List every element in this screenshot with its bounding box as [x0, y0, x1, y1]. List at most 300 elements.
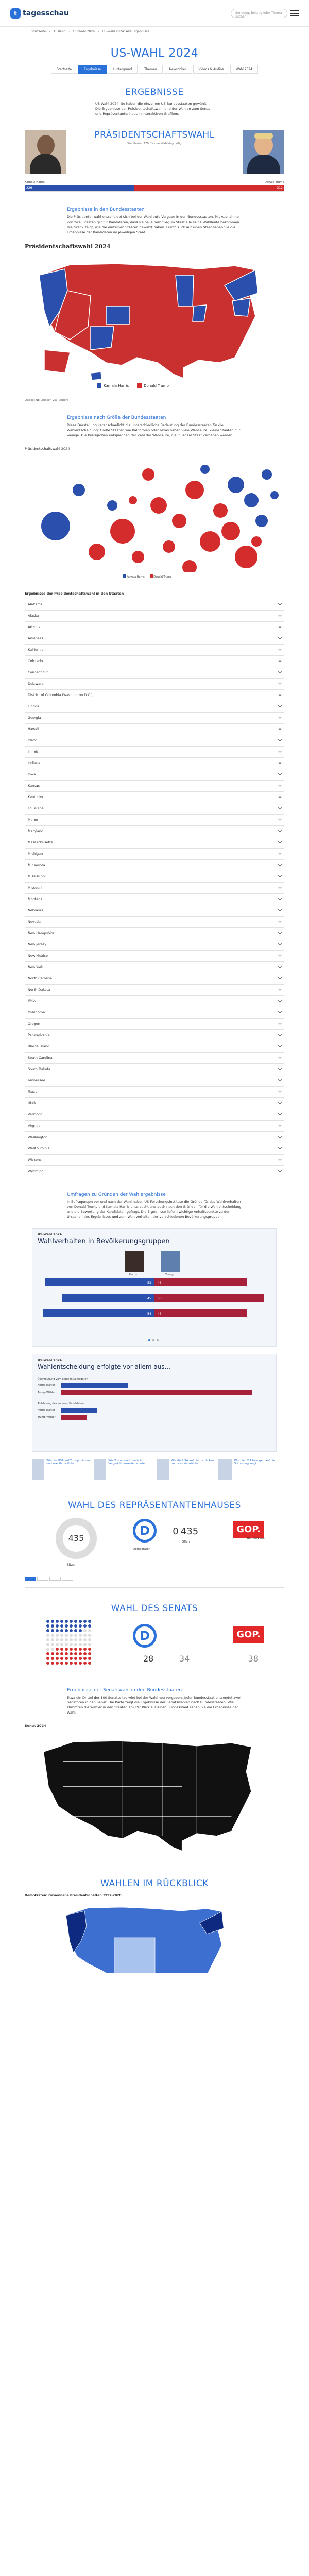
breadcrumb-item[interactable]: Ausland — [53, 30, 66, 33]
senate-seat — [60, 1629, 63, 1632]
state-row[interactable] — [25, 1063, 284, 1075]
state-bubble[interactable] — [213, 503, 228, 518]
poll-bars — [38, 1278, 272, 1330]
chevron-down-icon — [278, 806, 282, 809]
senate-seat — [56, 1643, 59, 1646]
state-name: Minnesota — [28, 863, 45, 867]
state-name: Hawaii — [28, 727, 39, 731]
president-subtitle: Wahlleute: 270 für den Wahlsieg nötig — [127, 142, 182, 146]
trump-label: Donald Trump — [264, 181, 284, 184]
senate-seat — [60, 1638, 63, 1641]
senate-seat — [46, 1638, 49, 1641]
state-row[interactable] — [25, 701, 284, 712]
state-bubble[interactable] — [107, 500, 117, 511]
senate-seat — [83, 1657, 87, 1660]
state-name: Kentucky — [28, 795, 43, 799]
state-row[interactable] — [25, 1007, 284, 1018]
site-logo[interactable] — [10, 8, 69, 19]
state-bubble[interactable] — [150, 497, 167, 514]
senate-seat — [70, 1638, 73, 1641]
nav-tab[interactable]: Newsticker — [164, 65, 192, 74]
state-name: Texas — [28, 1090, 37, 1094]
chevron-down-icon — [278, 987, 282, 991]
teaser-card[interactable]: Wie Trump und Harris im Vergleich bewertet wurden — [94, 1459, 152, 1480]
us-map-svg[interactable] — [29, 255, 271, 383]
state-row[interactable] — [25, 984, 284, 995]
teaser-row — [32, 1459, 277, 1480]
state-row[interactable] — [25, 848, 284, 859]
state-bubble[interactable] — [132, 551, 144, 563]
senate-seat — [79, 1629, 82, 1632]
search-input[interactable]: Sendung, Beitrag oder Thema suchen — [231, 9, 287, 18]
state-row[interactable] — [25, 1109, 284, 1120]
chevron-down-icon — [278, 704, 282, 707]
state-name: Maryland — [28, 829, 44, 833]
senate-text: Etwa ein Drittel der 100 Senatssitze wird bei der Wahl neu vergeben. Jeder Bundesstaat entsendet zwei Senatoren in den Senat. Die Karte zeigt die Ergebnisse der Senatswahlen nach Bundesstaaten. Wie stimmten die Wähler in den Staaten ab? Per Klick auf einen Bundesstaat sehen Sie die Ergebnisse der Wahl. — [67, 1695, 242, 1715]
state-row[interactable] — [25, 1029, 284, 1041]
nav-tab[interactable]: Startseite — [51, 65, 77, 74]
chevron-down-icon — [278, 613, 282, 617]
poll-card-groups — [32, 1228, 277, 1347]
review-heading: WAHLEN IM RÜCKBLICK — [100, 1878, 209, 1889]
chevron-down-icon — [278, 930, 282, 934]
state-name: Montana — [28, 897, 43, 901]
site-header — [0, 0, 309, 27]
states-results-link[interactable]: Ergebnisse in den Bundesstaaten — [67, 207, 145, 213]
state-name: Connecticut — [28, 670, 48, 674]
reason-bar — [61, 1408, 97, 1413]
state-bubble[interactable] — [235, 546, 258, 568]
map-source: Quelle: NEP/Edison via Reuters — [25, 399, 68, 402]
senate-seat — [51, 1620, 54, 1623]
reason-bar — [61, 1383, 128, 1388]
chevron-down-icon — [278, 1146, 282, 1149]
state-name: Iowa — [28, 772, 36, 776]
senate-seat — [88, 1648, 91, 1651]
state-bubble[interactable] — [200, 531, 220, 552]
state-name: South Carolina — [28, 1056, 53, 1060]
senate-seat — [88, 1657, 91, 1660]
state-row[interactable] — [25, 916, 284, 927]
reason-bar — [61, 1415, 87, 1420]
senate-seat — [88, 1638, 91, 1641]
state-name: New Hampshire — [28, 931, 55, 935]
house-open-count: 435 — [180, 1526, 199, 1537]
state-row[interactable] — [25, 950, 284, 961]
state-name: Oregon — [28, 1022, 40, 1026]
senate-seat — [74, 1643, 77, 1646]
state-name: North Carolina — [28, 976, 52, 980]
state-bubble[interactable] — [163, 540, 175, 553]
senate-seat — [56, 1648, 59, 1651]
senate-map — [25, 1724, 282, 1863]
poll-bar-trump — [154, 1294, 264, 1302]
state-row[interactable] — [25, 927, 284, 939]
header-tools — [231, 9, 299, 18]
senate-seat — [56, 1629, 59, 1632]
senate-seat — [70, 1629, 73, 1632]
state-bubble[interactable] — [251, 536, 262, 547]
teaser-card[interactable]: Wie die USA auf Harris blicken und was sie wählte — [157, 1459, 215, 1480]
senate-seat — [56, 1620, 59, 1623]
house-tab[interactable] — [49, 1577, 61, 1581]
state-bubble[interactable] — [185, 481, 204, 499]
state-name: Virginia — [28, 1124, 41, 1128]
senate-seat — [70, 1634, 73, 1637]
state-name: Wyoming — [28, 1169, 44, 1173]
state-name: District of Columbia (Washington D.C.) — [28, 693, 93, 697]
state-row[interactable] — [25, 1165, 284, 1177]
state-name: Kalifornien — [28, 648, 46, 652]
chevron-down-icon — [278, 1112, 282, 1115]
gop-logo-icon: GOP. — [233, 1521, 264, 1538]
senate-seat — [65, 1662, 68, 1665]
senate-seat — [88, 1624, 91, 1628]
state-name: Utah — [28, 1101, 36, 1105]
reason-row-label: Trump-Wähler — [38, 1415, 56, 1419]
chevron-down-icon — [278, 1134, 282, 1138]
state-row[interactable] — [25, 712, 284, 723]
card-harris-label: Harris — [129, 1273, 137, 1276]
state-row[interactable] — [25, 678, 284, 689]
harris-thumb — [125, 1251, 144, 1272]
senate-seat — [74, 1634, 77, 1637]
poll-bar-trump — [154, 1278, 247, 1286]
poll-bar-trump — [154, 1309, 247, 1317]
state-row[interactable] — [25, 859, 284, 871]
poll-value-harris: 54 — [147, 1312, 151, 1316]
senate-seat — [70, 1624, 73, 1628]
review-map-svg[interactable] — [25, 1901, 267, 1973]
state-name: Wisconsin — [28, 1158, 45, 1162]
senate-seat — [51, 1624, 54, 1628]
state-row[interactable] — [25, 1143, 284, 1154]
state-name: Georgia — [28, 716, 41, 720]
state-name: Arizona — [28, 625, 41, 629]
senate-seat — [65, 1657, 68, 1660]
house-tab[interactable] — [37, 1577, 48, 1581]
chevron-down-icon — [278, 1078, 282, 1081]
state-row[interactable] — [25, 644, 284, 655]
chevron-down-icon — [278, 1100, 282, 1104]
chevron-down-icon — [278, 624, 282, 628]
state-row[interactable] — [25, 633, 284, 644]
state-bubble[interactable] — [221, 522, 240, 540]
chevron-down-icon — [278, 908, 282, 911]
senate-seat — [46, 1662, 49, 1665]
state-row[interactable] — [25, 1154, 284, 1165]
senate-seat — [88, 1629, 91, 1632]
president-heading: PRÄSIDENTSCHAFTSWAHL — [94, 130, 215, 141]
breadcrumb: Startseite › Ausland › US-Wahl 2024 › US-Wahl 2024: Alle Ergebnisse — [31, 30, 150, 33]
state-row[interactable] — [25, 995, 284, 1007]
state-row[interactable] — [25, 905, 284, 916]
senate-seat — [83, 1629, 87, 1632]
state-bubble[interactable] — [200, 465, 210, 474]
state-row[interactable] — [25, 973, 284, 984]
state-name: Ohio — [28, 999, 36, 1003]
breadcrumb-item[interactable]: Startseite — [31, 30, 46, 33]
trump-photo — [243, 130, 284, 174]
legend-trump: Donald Trump — [137, 383, 169, 388]
chevron-down-icon — [278, 1168, 282, 1172]
card2-sub1: Überzeugung vom eigenen Kandidaten — [38, 1377, 88, 1381]
senate-seat — [60, 1648, 63, 1651]
senate-seat — [74, 1624, 77, 1628]
senate-dem-logo-icon: D — [133, 1624, 157, 1648]
state-name: Massachusetts — [28, 840, 53, 844]
nav-tab[interactable]: Hintergrund — [108, 65, 138, 74]
senate-seat — [46, 1648, 49, 1651]
senate-seat — [46, 1657, 49, 1660]
state-row[interactable] — [25, 1086, 284, 1097]
state-row[interactable] — [25, 746, 284, 757]
polls-link[interactable]: Umfragen zu Gründen der Wahlergebnisse — [67, 1192, 166, 1197]
chevron-down-icon — [278, 817, 282, 821]
state-name: Kansas — [28, 784, 40, 788]
state-row[interactable] — [25, 1120, 284, 1131]
senate-seat — [83, 1648, 87, 1651]
state-bubble[interactable] — [270, 491, 279, 499]
state-bubble[interactable] — [129, 496, 137, 504]
card2-title: Wahlentscheidung erfolgte vor allem aus... — [38, 1363, 171, 1370]
senate-seat — [65, 1620, 68, 1623]
senate-seat — [60, 1643, 63, 1646]
state-row[interactable] — [25, 1097, 284, 1109]
senate-seat — [51, 1638, 54, 1641]
nav-tab[interactable]: Wahl 2024 — [230, 65, 258, 74]
breadcrumb-item[interactable]: US-Wahl 2024 — [73, 30, 95, 33]
senate-seat — [51, 1662, 54, 1665]
chevron-down-icon — [278, 953, 282, 957]
state-name: Idaho — [28, 738, 38, 742]
state-row[interactable] — [25, 655, 284, 667]
section-nav — [0, 65, 309, 74]
map-legend — [97, 383, 169, 388]
senate-seat — [65, 1624, 68, 1628]
harris-label: Kamala Harris — [25, 181, 45, 184]
senate-heading: WAHL DES SENATS — [111, 1603, 198, 1614]
trump-votes-bar: 312 — [134, 185, 284, 191]
senate-seat — [51, 1657, 54, 1660]
chevron-down-icon — [278, 976, 282, 979]
state-bubble[interactable] — [228, 477, 244, 493]
senate-seat — [70, 1657, 73, 1660]
house-donut: 435 — [56, 1518, 97, 1559]
chevron-down-icon — [278, 840, 282, 843]
state-row[interactable] — [25, 939, 284, 950]
bubble-legend-trump: Donald Trump — [150, 574, 171, 579]
senate-seat — [83, 1652, 87, 1655]
state-row[interactable] — [25, 1052, 284, 1063]
state-bubble[interactable] — [73, 484, 85, 496]
chevron-down-icon — [278, 647, 282, 651]
state-name: Oklahoma — [28, 1010, 45, 1014]
harris-votes-bar: 226 — [25, 185, 134, 191]
state-row[interactable] — [25, 769, 284, 780]
nav-tab[interactable]: Videos & Audios — [193, 65, 230, 74]
state-name: New Mexico — [28, 954, 48, 958]
state-bubble[interactable] — [142, 468, 154, 481]
results-heading: ERGEBNISSE — [125, 87, 184, 97]
chevron-down-icon — [278, 862, 282, 866]
state-bubble[interactable] — [255, 515, 268, 527]
state-row[interactable] — [25, 1018, 284, 1029]
senate-seat — [60, 1662, 63, 1665]
state-bubble[interactable] — [244, 493, 259, 507]
state-accordion-label: Ergebnisse der Präsidentschaftswahl in den Staaten — [25, 591, 124, 596]
reason-row-label: Harris-Wähler — [38, 1408, 55, 1412]
senate-seat — [79, 1620, 82, 1623]
chevron-down-icon — [278, 692, 282, 696]
chevron-down-icon — [278, 1044, 282, 1047]
state-name: West Virginia — [28, 1146, 50, 1150]
state-row[interactable] — [25, 1041, 284, 1052]
menu-icon[interactable] — [290, 10, 299, 16]
house-dem-count: 0 — [173, 1526, 179, 1537]
chevron-down-icon — [278, 1089, 282, 1093]
state-row[interactable] — [25, 837, 284, 848]
state-name: Pennsylvania — [28, 1033, 50, 1037]
size-results-text: Diese Darstellung veranschaulicht die unterschiedliche Bedeutung der Bundesstaaten für die Wahlentscheidung: Große Staaten wie Kalifornien oder Texas haben viele Wahlleute, kleine Staaten nur wenige. Die Kreisgrößen entsprechen der Zahl der Wahlleute, die in jedem Staat vergeben werden. — [67, 423, 241, 437]
state-row[interactable] — [25, 610, 284, 621]
state-row[interactable] — [25, 1131, 284, 1143]
state-row[interactable] — [25, 961, 284, 973]
chevron-down-icon — [278, 670, 282, 673]
senate-seat — [51, 1648, 54, 1651]
senate-map-title: Senat 2024 — [25, 1723, 46, 1728]
chevron-down-icon — [278, 1123, 282, 1127]
state-row[interactable] — [25, 825, 284, 837]
state-row[interactable] — [25, 621, 284, 633]
senate-seat — [74, 1657, 77, 1660]
state-accordion — [25, 588, 284, 1177]
state-row[interactable] — [25, 882, 284, 893]
house-tab[interactable] — [25, 1577, 36, 1581]
nav-tab-active[interactable]: Ergebnisse — [78, 65, 107, 74]
state-row[interactable] — [25, 757, 284, 769]
house-tab[interactable] — [62, 1577, 73, 1581]
size-results-link[interactable]: Ergebnisse nach Größe der Bundesstaaten — [67, 415, 166, 421]
state-row[interactable] — [25, 780, 284, 791]
house-heading: WAHL DES REPRÄSENTANTENHAUSES — [68, 1500, 241, 1511]
chevron-down-icon — [278, 919, 282, 923]
senate-seat — [79, 1652, 82, 1655]
state-row[interactable] — [25, 791, 284, 803]
senate-seat — [70, 1643, 73, 1646]
chevron-down-icon — [278, 964, 282, 968]
chevron-down-icon — [278, 1032, 282, 1036]
state-row[interactable] — [25, 803, 284, 814]
page-title: US-WAHL 2024 — [110, 47, 199, 60]
electoral-bar — [25, 185, 284, 191]
legend-harris: Kamala Harris — [97, 383, 129, 388]
state-bubble[interactable] — [182, 560, 197, 572]
state-row[interactable] — [25, 735, 284, 746]
state-row[interactable] — [25, 599, 284, 610]
nav-tab[interactable]: Themen — [139, 65, 163, 74]
senate-seat — [83, 1634, 87, 1637]
state-row[interactable] — [25, 871, 284, 882]
poll-value-harris: 53 — [147, 1281, 151, 1285]
senate-seat — [56, 1624, 59, 1628]
senate-rep-count: 38 — [248, 1653, 259, 1664]
bubble-map-title: Präsidentschaftswahl 2024 — [25, 446, 70, 451]
state-name: North Dakota — [28, 988, 50, 992]
state-bubble[interactable] — [172, 514, 186, 528]
state-row[interactable] — [25, 723, 284, 735]
house-section — [25, 1500, 284, 1588]
state-bubble[interactable] — [41, 512, 70, 540]
chevron-down-icon — [278, 783, 282, 787]
president-section — [25, 130, 284, 192]
senate-seat — [56, 1634, 59, 1637]
state-row[interactable] — [25, 814, 284, 825]
state-bubble[interactable] — [110, 519, 135, 544]
chevron-down-icon — [278, 658, 282, 662]
senate-seat — [88, 1662, 91, 1665]
senate-seat — [60, 1624, 63, 1628]
senate-seat — [46, 1620, 49, 1623]
chevron-down-icon — [278, 760, 282, 764]
senate-seat — [74, 1620, 77, 1623]
states-results-text: Die Präsidentenwahl entscheidet sich bei der Wahlleute-Vergabe in den Bundesstaaten. Mit Ausnahme von zwei Staaten gilt für Kandidaten, dass sie bei einem Sieg im Staat alle seine Wahlleute bekommen. Die Grafik zeigt, wie die einzelnen Staaten gewählt haben. Durch Klick auf einen Staat sehen Sie die Ergebnisse der Kandidaten im jeweiligen Staat. — [67, 215, 241, 234]
state-bubble[interactable] — [262, 469, 272, 480]
teaser-card[interactable]: Wie die USA auf Trump blicken und was ihn wählte — [32, 1459, 90, 1480]
harris-photo — [25, 130, 66, 174]
senate-seat — [74, 1638, 77, 1641]
senate-map-svg[interactable] — [29, 1732, 271, 1856]
state-name: Maine — [28, 818, 38, 822]
state-name: Louisiana — [28, 806, 44, 810]
state-row[interactable] — [25, 689, 284, 701]
senate-open-count: 34 — [179, 1653, 190, 1664]
senate-seat — [83, 1638, 87, 1641]
senate-gop-logo-icon: GOP. — [233, 1626, 264, 1643]
bubble-map-svg[interactable] — [25, 454, 282, 572]
state-name: Indiana — [28, 761, 41, 765]
carousel-dots[interactable] — [148, 1339, 159, 1341]
chevron-down-icon — [278, 942, 282, 945]
state-row[interactable] — [25, 1075, 284, 1086]
senate-link[interactable]: Ergebnisse der Senatswahl in den Bundesstaaten — [67, 1687, 182, 1693]
senate-seat — [74, 1652, 77, 1655]
bubble-legend-harris: Kamala Harris — [123, 574, 145, 579]
house-dem-label: Demokraten — [133, 1547, 151, 1551]
senate-seat — [46, 1652, 49, 1655]
chevron-down-icon — [278, 851, 282, 855]
state-bubble[interactable] — [89, 544, 105, 560]
senate-seat — [46, 1629, 49, 1632]
teaser-card[interactable]: Wie die USA bezogen auf die Stimmung zeigt — [218, 1459, 277, 1480]
senate-seat — [74, 1648, 77, 1651]
results-intro: US-Wahl 2024: So haben die einzelnen US-Bundesstaaten gewählt. Die Ergebnisse der Präsidentschaftswahl und der Wahlen zum Senat und Repräsentantenhaus in interaktiven Grafiken. — [95, 101, 210, 116]
senate-seat — [51, 1643, 54, 1646]
state-name: New York — [28, 965, 43, 969]
chevron-down-icon — [278, 828, 282, 832]
state-name: Florida — [28, 704, 40, 708]
state-name: Colorado — [28, 659, 43, 663]
senate-seat — [88, 1620, 91, 1623]
senate-seat — [46, 1634, 49, 1637]
senate-seat — [51, 1634, 54, 1637]
senate-seat — [51, 1629, 54, 1632]
state-row[interactable] — [25, 893, 284, 905]
state-row[interactable] — [25, 667, 284, 678]
state-name: Delaware — [28, 682, 44, 686]
senate-seat — [51, 1652, 54, 1655]
house-open-label: Offen — [182, 1540, 190, 1544]
